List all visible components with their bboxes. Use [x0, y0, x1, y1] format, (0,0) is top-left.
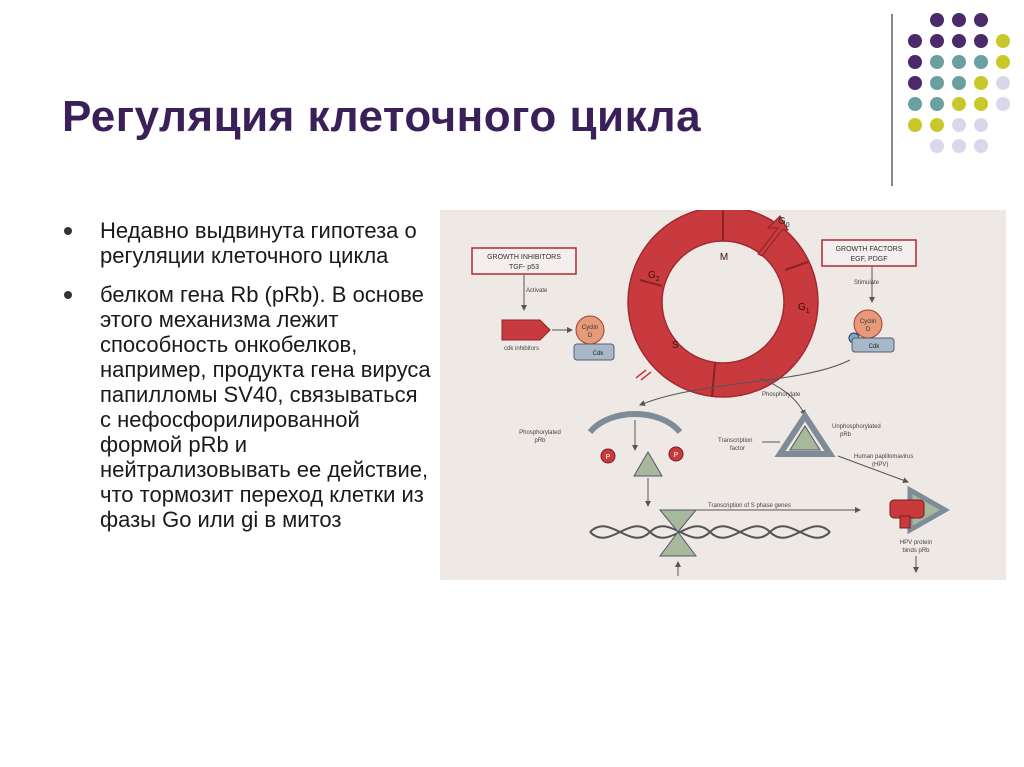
decor-dot: [908, 34, 922, 48]
bullet-item: [62, 218, 432, 268]
decor-dot: [952, 55, 966, 69]
phase-g1-label: $G_1$: [798, 302, 810, 315]
decor-dot: [908, 55, 922, 69]
dna-helix-icon: [590, 526, 830, 538]
bullet-text: белком гена Rb (pRb). В основе этого механизма лежит способность онкобелков, например, продукта гена вируса папилломы SV40, связываться с нефосфорилированной формой pRb и нейтрализовывать ее действие, что тормозит переход клетки из фазы Go или gi в митоз: [100, 282, 431, 532]
decor-dot: [930, 55, 944, 69]
decor-dot: [930, 76, 944, 90]
growth-factors-label: GROWTH FACTORS: [835, 246, 903, 253]
decor-dot: [974, 34, 988, 48]
phase-s-label: S: [672, 340, 679, 351]
phosphorylated-prb-sub: pRb: [534, 438, 546, 444]
decor-dot: [908, 118, 922, 132]
transcription-factor-free-icon: [634, 452, 662, 476]
transcription-factor-dna-top-icon: [660, 510, 696, 532]
cyclin-right-label: Cyclin: [859, 319, 877, 325]
decor-dot: [974, 76, 988, 90]
slide-title: Регуляция клеточного цикла: [62, 92, 702, 141]
transcription-factor-label: Transcription: [718, 438, 753, 444]
unphosphorylated-prb-label: Unphosphorylated: [832, 424, 881, 430]
decor-dot: [930, 34, 944, 48]
activate-label: Activate: [526, 288, 548, 294]
unphosphorylated-prb-sub: pRb: [840, 432, 852, 438]
decor-dot: [930, 118, 944, 132]
decor-dot: [908, 97, 922, 111]
bullet-text: Недавно выдвинута гипотеза о регуляции клеточного цикла: [100, 218, 417, 268]
transcription-s-phase-label: Transcription of S phase genes: [708, 503, 791, 509]
cyclin-left-label: Cyclin: [581, 325, 599, 331]
bullet-dot-icon: [64, 227, 72, 235]
decor-dot: [930, 13, 944, 27]
growth-inhibitors-sub: TGF- p53: [509, 264, 539, 271]
decor-dot: [930, 97, 944, 111]
decor-dot: [974, 97, 988, 111]
phase-m-label: M: [719, 252, 729, 263]
decor-dot: [952, 139, 966, 153]
hpv-protein-complex-icon: [890, 490, 945, 530]
transcription-factor-sub: factor: [730, 446, 746, 452]
decorative-dot-grid: [905, 8, 1024, 168]
phosphorylate-label: Phosphorylate: [762, 392, 801, 398]
decor-dot: [930, 139, 944, 153]
decor-dot: [974, 13, 988, 27]
decor-dot: [996, 55, 1010, 69]
decor-dot: [996, 76, 1010, 90]
cyclin-right-sub: D: [865, 327, 871, 333]
growth-factors-sub: EGF, PDGF: [850, 256, 888, 263]
cell-cycle-diagram: [440, 210, 1006, 580]
decor-dot: [952, 34, 966, 48]
bullet-item: [62, 282, 432, 532]
decor-dot: [952, 118, 966, 132]
g0-label: $G_0$: [778, 216, 790, 229]
decor-dot: [974, 118, 988, 132]
decor-dot: [952, 76, 966, 90]
decor-dot: [908, 76, 922, 90]
human-papillomavirus-label: Human papillomavirus: [854, 454, 914, 460]
cdk-inhibitors-arrow: [502, 320, 550, 340]
cdk-left-label: Cdk: [592, 351, 604, 357]
phase-g2-label: $G_2$: [648, 270, 660, 283]
hpv-protein-label: HPV protein: [899, 540, 933, 546]
cyclin-left-sub: D: [587, 333, 593, 339]
decor-dot: [974, 139, 988, 153]
phosphate-left-label: P: [605, 454, 611, 461]
decor-dot: [974, 55, 988, 69]
cell-cycle-ring: [628, 210, 818, 397]
stimulate-label: Stimulate: [854, 280, 880, 286]
cdk-inhibitors-label: cdk inhibitors: [504, 346, 540, 352]
cdk-right-label: Cdk: [868, 344, 880, 350]
phosphorylated-prb-label: Phosphorylated: [519, 430, 561, 436]
decor-dot: [952, 13, 966, 27]
bullet-dot-icon: [64, 291, 72, 299]
decor-dot: [952, 97, 966, 111]
hpv-protein-sub: binds pRb: [902, 548, 930, 554]
decor-dot: [996, 97, 1010, 111]
human-papillomavirus-sub: (HPV): [872, 462, 889, 468]
phosphate-right-label: P: [673, 452, 679, 459]
bullet-list: [62, 218, 432, 546]
decor-dot: [996, 34, 1010, 48]
title-divider-line: [891, 14, 893, 186]
growth-inhibitors-label: GROWTH INHIBITORS: [487, 254, 561, 261]
